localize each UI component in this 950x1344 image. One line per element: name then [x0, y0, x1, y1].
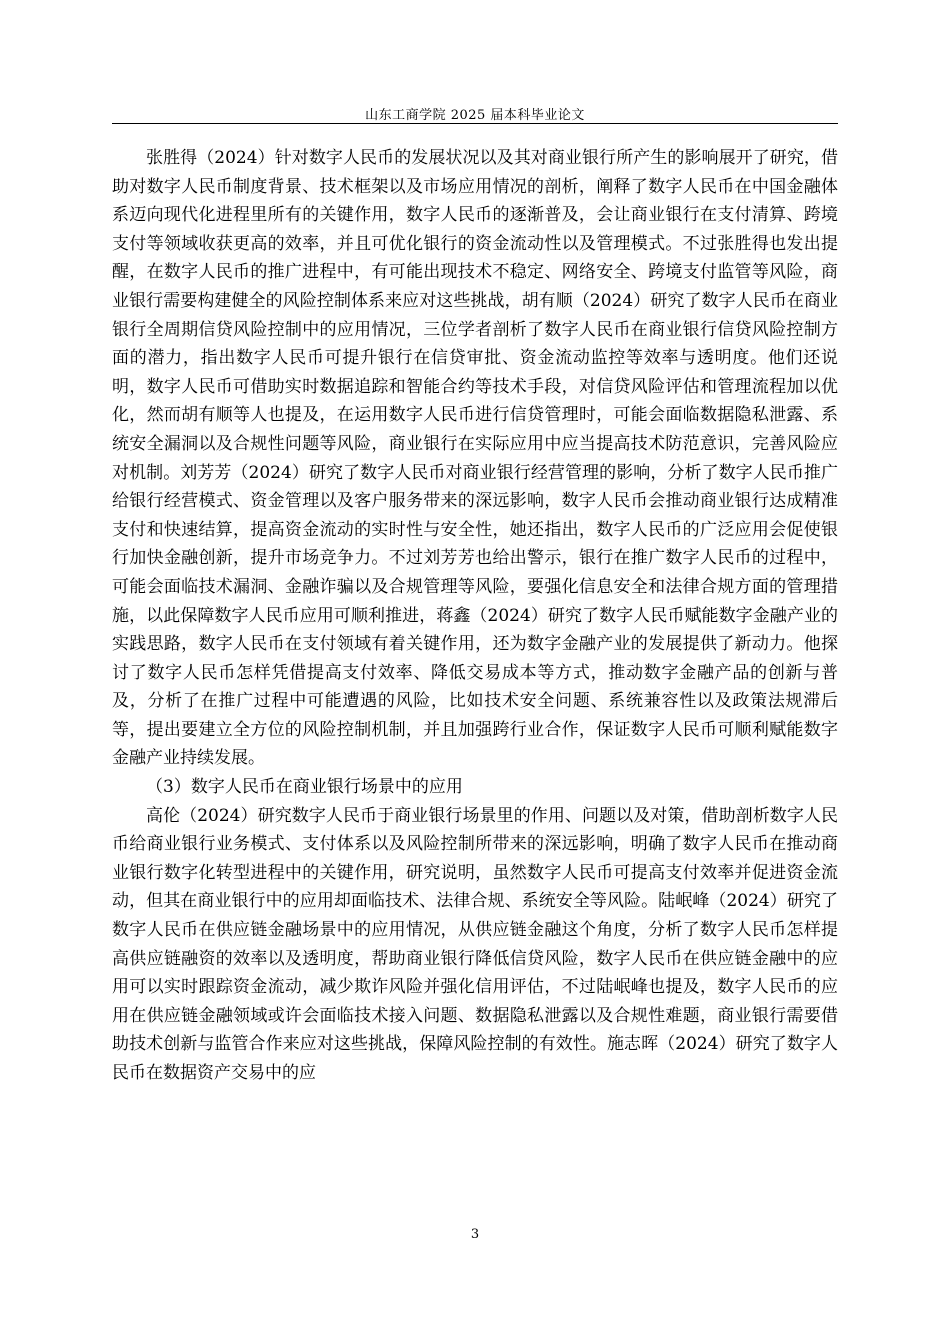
running-header: 山东工商学院 2025 届本科毕业论文 — [365, 108, 585, 123]
paragraph-bank-scenarios: 高伦（2024）研究数字人民币于商业银行场景里的作用、问题以及对策，借助剖析数字人民币给商业银行业务模式、支付体系以及风险控制所带来的深远影响，明确了数字人民币在推动商业银行数字化转型进程中的关键作用，研究说明，虽然数字人民币可提高支付效率并促进资金流动，但其在商业银行中的应用却面临技术、法律合规、系统安全等风险。陆岷峰（2024）研究了数字人民币在供应链金融场景中的应用情况，从供应链金融这个角度，分析了数字人民币怎样提高供应链融资的效率以及透明度，帮助商业银行降低信贷风险，数字人民币在供应链金融中的应用可以实时跟踪资金流动，减少欺诈风险并强化信用评估，不过陆岷峰也提及，数字人民币的应用在供应链金融领域或许会面临技术接入问题、数据隐私泄露以及合规性难题，商业银行需要借助技术创新与监管合作来应对这些挑战，保障风险控制的有效性。施志晖（2024）研究了数字人民币在数据资产交易中的应 — [112, 805, 838, 1083]
section-heading-3: （3）数字人民币在商业银行场景中的应用 — [146, 777, 463, 798]
paragraph-literature-review: 张胜得（2024）针对数字人民币的发展状况以及其对商业银行所产生的影响展开了研究，借助对数字人民币制度背景、技术框架以及市场应用情况的剖析，阐释了数字人民币在中国金融体系迈向现代化进程里所有的关键作用，数字人民币的逐渐普及，会让商业银行在支付清算、跨境支付等领域收获更高的效率，并且可优化银行的资金流动性以及管理模式。不过张胜得也发出提醒，在数字人民币的推广进程中，有可能出现技术不稳定、网络安全、跨境支付监管等风险，商业银行需要构建健全的风险控制体系来应对这些挑战，胡有顺（2024）研究了数字人民币在商业银行全周期信贷风险控制中的应用情况，三位学者剖析了数字人民币在商业银行信贷风险控制方面的潜力，指出数字人民币可提升银行在信贷审批、资金流动监控等效率与透明度。他们还说明，数字人民币可借助实时数据追踪和智能合约等技术手段，对信贷风险评估和管理流程加以优化，然而胡有顺等人也提及，在运用数字人民币进行信贷管理时，可能会面临数据隐私泄露、系统安全漏洞以及合规性问题等风险，商业银行在实际应用中应当提高技术防范意识，完善风险应对机制。刘芳芳（2024）研究了数字人民币对商业银行经营管理的影响，分析了数字人民币推广给银行经营模式、资金管理以及客户服务带来的深远影响，数字人民币会推动商业银行达成精准支付和快速结算，提高资金流动的实时性与安全性，她还指出，数字人民币的广泛应用会促使银行加快金融创新，提升市场竞争力。不过刘芳芳也给出警示，银行在推广数字人民币的过程中，可能会面临技术漏洞、金融诈骗以及合规管理等风险，要强化信息安全和法律合规方面的管理措施，以此保障数字人民币应用可顺利推进，蒋鑫（2024）研究了数字人民币赋能数字金融产业的实践思路，数字人民币在支付领域有着关键作用，还为数字金融产业的发展提供了新动力。他探讨了数字人民币怎样凭借提高支付效率、降低交易成本等方式，推动数字金融产品的创新与普及，分析了在推广过程中可能遭遇的风险，比如技术安全问题、系统兼容性以及政策法规滞后等，提出要建立全方位的风险控制机制，并且加强跨行业合作，保证数字人民币可顺利赋能数字金融产业持续发展。 — [112, 148, 838, 769]
page-number: 3 — [470, 1227, 480, 1242]
body-text — [112, 144, 838, 1088]
header-divider — [112, 123, 838, 124]
